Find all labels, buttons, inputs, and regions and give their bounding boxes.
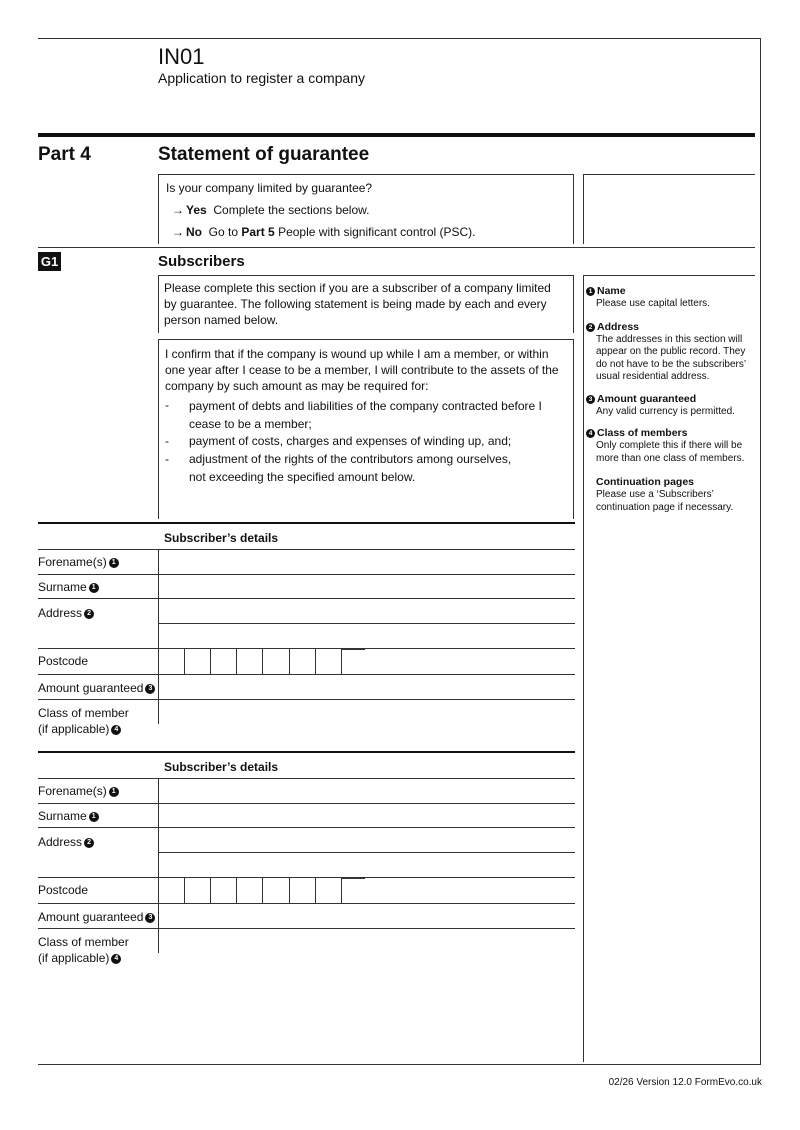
arrow-right-icon: → [172, 225, 184, 239]
postcode-divider [315, 878, 316, 903]
section-code: G1 [38, 252, 61, 271]
sidebar-top [583, 275, 755, 276]
note-name-heading: 1 Name [586, 285, 756, 298]
amount-label: Amount guaranteed 3 [38, 909, 155, 925]
class-input-1[interactable] [159, 700, 575, 724]
postcode-divider [289, 878, 290, 903]
postcode-divider [341, 878, 342, 903]
note-amount-text: Any valid currency is permitted. [596, 405, 735, 417]
postcode-divider [315, 649, 316, 674]
class-input-2[interactable] [159, 929, 575, 953]
forename-label: Forename(s) 1 [38, 554, 119, 570]
label-divider [158, 778, 159, 953]
part-label: Part 4 [38, 144, 91, 165]
note-continuation-text: Please use a ‘Subscribers’ continuation page if necessary. [596, 489, 734, 513]
intro-text: Please complete this section if you are a subscriber of a company limited by guarantee. The following statement is being made by each and every person named below. [164, 281, 551, 327]
forename-input-1[interactable] [159, 550, 575, 574]
side-box-left [583, 174, 584, 244]
marker-4-icon: 4 [586, 429, 595, 438]
subscriber-1-heading: Subscriber’s details [164, 531, 279, 545]
bullet-dash: - [165, 452, 169, 466]
marker-2-icon: 2 [84, 609, 94, 619]
marker-3-icon: 3 [145, 684, 155, 694]
marker-1-icon: 1 [109, 787, 119, 797]
amount-label: Amount guaranteed 3 [38, 680, 155, 696]
postcode-top [341, 649, 365, 650]
class-label: Class of member [38, 706, 129, 720]
postcode-divider [184, 878, 185, 903]
bullet-dash: - [165, 434, 169, 448]
question-box-left [158, 174, 159, 244]
postcode-label: Postcode [38, 883, 89, 897]
postcode-divider [289, 649, 290, 674]
marker-3-icon: 3 [145, 913, 155, 923]
part-rule [38, 133, 755, 137]
postcode-divider [262, 649, 263, 674]
statement-bullet-3a: adjustment of the rights of the contributors among ourselves, [189, 452, 512, 466]
arrow-right-icon: → [172, 203, 184, 217]
question-text: Is your company limited by guarantee? [166, 181, 373, 195]
statement-box-top [158, 339, 573, 340]
statement-box-left [158, 339, 159, 519]
right-border [760, 38, 761, 1065]
postcode-divider [262, 878, 263, 903]
form-title: Application to register a company [158, 70, 365, 86]
option-yes: → Yes Complete the sections below. [172, 203, 370, 217]
amount-input-2[interactable] [159, 904, 575, 928]
class-label: Class of member [38, 935, 129, 949]
marker-2-icon: 2 [586, 323, 595, 332]
marker-2-icon: 2 [84, 838, 94, 848]
label-divider [158, 549, 159, 724]
subscriber-1-rule [38, 522, 575, 524]
surname-input-2[interactable] [159, 804, 575, 827]
note-address-text: The addresses in this section will appear on the public record. They do not have to be the subscribers’ usual residential address. [596, 333, 746, 382]
statement-bullet-3b: not exceeding the specified amount below. [189, 470, 416, 484]
note-address-heading: 2 Address [586, 321, 756, 334]
surname-input-1[interactable] [159, 575, 575, 598]
marker-1-icon: 1 [89, 812, 99, 822]
question-box-top [158, 174, 573, 175]
class-label-sub: (if applicable) 4 [38, 950, 121, 966]
address-line2-input-1[interactable] [159, 624, 575, 648]
postcode-divider [341, 649, 342, 674]
statement-box-right [573, 339, 574, 519]
marker-1-icon: 1 [109, 558, 119, 568]
surname-label: Surname 1 [38, 579, 99, 595]
sidebar-notes [586, 285, 756, 514]
address-label: Address 2 [38, 834, 94, 850]
surname-label: Surname 1 [38, 808, 99, 824]
forename-input-2[interactable] [159, 779, 575, 803]
note-class-heading: 4 Class of members [586, 427, 756, 440]
forename-label: Forename(s) 1 [38, 783, 119, 799]
question-box-right [573, 174, 574, 244]
top-border [38, 38, 761, 39]
postcode-divider [210, 649, 211, 674]
marker-1-icon: 1 [89, 583, 99, 593]
postcode-divider [236, 878, 237, 903]
postcode-divider [184, 649, 185, 674]
note-amount-heading: 3 Amount guaranteed [586, 393, 756, 406]
note-continuation-heading: Continuation pages [596, 476, 694, 488]
bottom-border [38, 1064, 761, 1065]
address-line2-input-2[interactable] [159, 853, 575, 877]
section-title: Subscribers [158, 253, 245, 270]
marker-1-icon: 1 [586, 287, 595, 296]
form-code: IN01 [158, 44, 205, 69]
statement-bullet-1: payment of debts and liabilities of the company contracted before I cease to be a member; [189, 399, 542, 431]
subscriber-2-rule [38, 751, 575, 753]
statement-text: I confirm that if the company is wound up while I am a member, or within one year after I cease to be a member, I will contribute to the assets of the company by such amount as may be required for: [165, 347, 559, 393]
marker-4-icon: 4 [111, 725, 121, 735]
intro-box-left [158, 275, 159, 333]
bullet-dash: - [165, 398, 169, 412]
option-no: → No Go to Part 5 People with significant control (PSC). [172, 225, 476, 239]
address-line1-input-1[interactable] [159, 599, 575, 623]
address-label: Address 2 [38, 605, 94, 621]
side-box-top [583, 174, 755, 175]
footer-version: 02/26 Version 12.0 FormEvo.co.uk [608, 1077, 762, 1088]
note-class-text: Only complete this if there will be more than one class of members. [596, 440, 745, 464]
note-name-text: Please use capital letters. [596, 298, 710, 309]
postcode-divider [210, 878, 211, 903]
marker-4-icon: 4 [111, 954, 121, 964]
intro-box-right [573, 275, 574, 333]
address-line1-input-2[interactable] [159, 828, 575, 852]
section-rule [38, 247, 755, 248]
intro-box-top [158, 275, 573, 276]
marker-3-icon: 3 [586, 395, 595, 404]
postcode-top [341, 878, 365, 879]
sidebar-left [583, 275, 584, 1062]
postcode-label: Postcode [38, 654, 89, 668]
postcode-divider [236, 649, 237, 674]
subscriber-2-heading: Subscriber’s details [164, 760, 279, 774]
part-title: Statement of guarantee [158, 144, 370, 165]
amount-input-1[interactable] [159, 675, 575, 699]
statement-bullet-2: payment of costs, charges and expenses of winding up, and; [189, 434, 512, 448]
class-label-sub: (if applicable) 4 [38, 721, 121, 737]
